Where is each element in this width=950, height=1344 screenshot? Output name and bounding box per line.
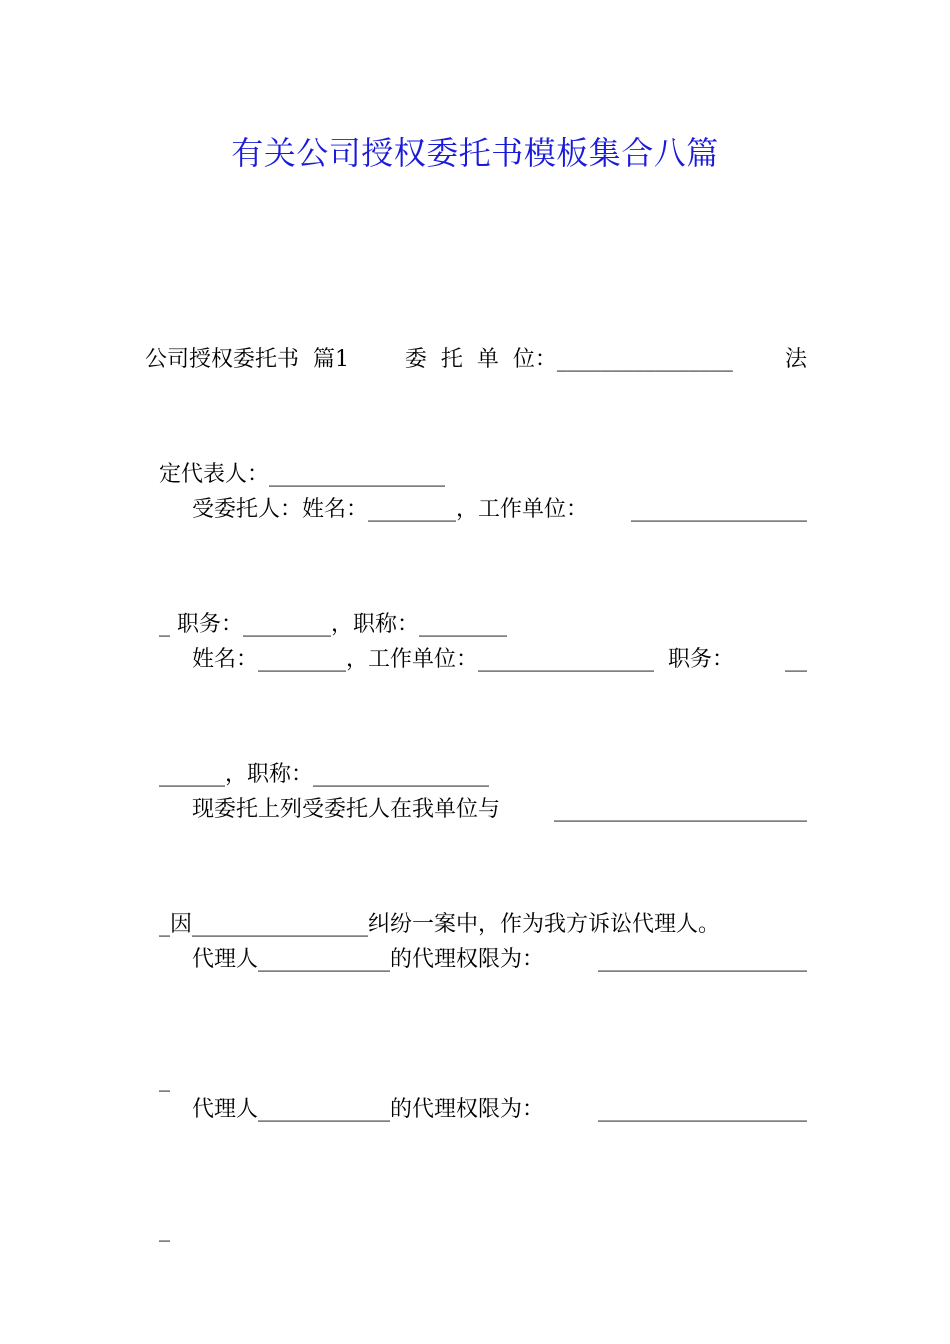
line-text: _ — [159, 1067, 170, 1092]
line-text: 姓名：________，工作单位：________________ 职务： — [192, 647, 734, 672]
line-agent-authority-2-continued — [145, 1170, 807, 1242]
line-text: 受委托人：姓名：________，工作单位： — [192, 497, 589, 522]
line-text: _ 职务：________，职称：________ — [159, 612, 507, 637]
line-agent-authority-1-continued — [145, 1020, 807, 1092]
line-text-end: ___________________ — [598, 947, 807, 972]
line-text: 代理人____________的代理权限为： — [192, 1097, 545, 1122]
line-text: 定代表人：________________ — [159, 462, 446, 487]
line-second-person-title — [145, 715, 807, 787]
line-position-title — [145, 565, 807, 637]
line-text-end: ________________ — [631, 497, 807, 522]
line-agent-authority-2 — [145, 1090, 807, 1130]
line-agent-authority-1 — [145, 940, 807, 980]
line-text: 代理人____________的代理权限为： — [192, 947, 545, 972]
line-text-end: _______________________ — [554, 797, 807, 822]
line-legal-representative — [145, 415, 807, 487]
line-entrusting-unit — [145, 340, 807, 380]
line-text-end: 法 — [784, 347, 807, 372]
line-text: 现委托上列受委托人在我单位与 — [192, 797, 501, 822]
line-dispute-case — [145, 865, 807, 937]
line-entrusted-person-name — [145, 490, 807, 530]
line-text: 公司授权委托书 篇1 委 托 单 位：________________ — [145, 347, 733, 372]
line-text: _因________________纠纷一案中，作为我方诉讼代理人。 — [159, 912, 721, 937]
line-second-person-name — [145, 640, 807, 680]
line-text-end: ___________________ — [598, 1097, 807, 1122]
line-text: ______，职称：________________ — [159, 762, 490, 787]
line-text: _ — [159, 1217, 170, 1242]
line-text-end: __ — [785, 647, 807, 672]
document-title: 有关公司授权委托书模板集合八篇 — [231, 134, 719, 172]
line-entrustment-statement — [145, 790, 807, 830]
